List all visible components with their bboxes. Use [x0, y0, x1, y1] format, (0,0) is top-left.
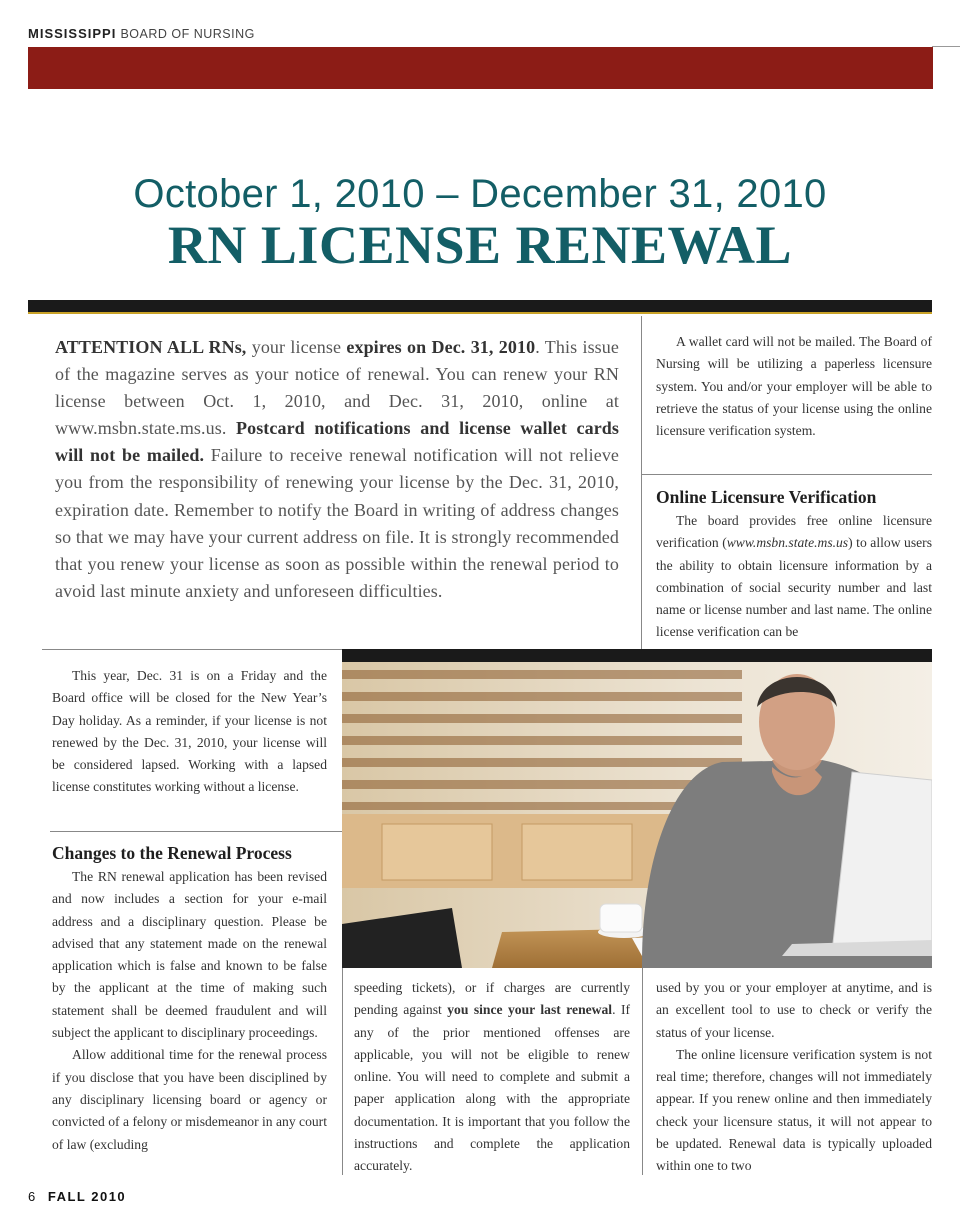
intro-notice: Postcard notifications and license wallet cards will not be mailed. — [55, 418, 620, 466]
middle-text-1: speeding tickets), or if charges are currently pending against — [354, 980, 630, 1018]
page-number: 6 — [28, 1189, 36, 1204]
verification-heading: Online Licensure Verification — [656, 487, 877, 507]
header-subtitle: BOARD OF NURSING — [120, 27, 255, 41]
verification-paragraph-cont: used by you or your employer at anytime, and is an excellent tool to use to check or verify the status of your license. — [656, 980, 932, 1040]
magazine-header — [28, 26, 255, 41]
header-brand: MISSISSIPPI — [28, 26, 117, 41]
title-divider-bar — [28, 300, 932, 314]
verification-section — [656, 484, 932, 644]
photo-top-bar — [342, 649, 932, 662]
verification-text-2: ) to allow users the ability to obtain licensure information by a combination of social security number and last name or license number and last name. The online license verification can be — [656, 535, 932, 640]
header-rule — [932, 46, 960, 47]
verification-paragraph — [656, 510, 932, 644]
verification-continued — [656, 977, 932, 1178]
middle-text-2: . If any of the prior mentioned offenses are applicable, you will not be eligible to renew online. You will need to complete and submit a paper application along with the appropriate documentation. It is important that you follow the instructions and complete the application accurately. — [354, 1002, 630, 1174]
column-rule — [642, 968, 643, 1175]
column-rule — [342, 968, 343, 1175]
verification-realtime-paragraph: The online licensure verification system is not real time; therefore, changes will not immediately appear. If you renew online and then immediately check your licensure status, it will not appear to be updated. Renewal data is typically uploaded within one to two — [656, 1046, 932, 1174]
page-title: RN LICENSE RENEWAL — [167, 215, 793, 275]
middle-emphasis: you since your last renewal — [447, 1002, 613, 1018]
changes-heading: Changes to the Renewal Process — [52, 843, 292, 863]
header-color-band — [28, 47, 933, 89]
middle-paragraph — [354, 977, 630, 1178]
intro-text-1: your license — [246, 337, 347, 357]
page-footer — [28, 1189, 126, 1204]
verification-url: www.msbn.state.ms.us — [726, 535, 849, 551]
renewal-changes-section — [52, 840, 327, 1156]
nurse-at-laptop-photo — [342, 662, 932, 968]
intro-bottom-rule — [42, 649, 342, 650]
issue-label: FALL 2010 — [47, 1189, 127, 1204]
wallet-card-paragraph: A wallet card will not be mailed. The Board of Nursing will be utilizing a paperless licensure system. You and/or your employer will be able to retrieve the status of your license using the online licensure verification system. — [656, 334, 932, 439]
intro-text-3: Failure to receive renewal notification will not relieve you from the responsibility of renewing your license by the Dec. 31, 2010, expiration date. Remember to notify the Board in writing of address changes so that we may have your current address on file. It is strongly recommended that you renew your license as soon as possible within the renewal period to avoid last minute anxiety and unforeseen difficulties. — [55, 445, 620, 601]
changes-paragraph-1: The RN renewal application has been revised and now includes a section for your e-mail address and a disciplinary question. Please be advised that any statement made on the renewal application which is false and known to be false by the applicant at the time of making such statement shall be deemed fraudulent and will subject the applicant to disciplinary proceedings. — [52, 869, 327, 1041]
holiday-paragraph: This year, Dec. 31 is on a Friday and the Board office will be closed for the New Year’s Day holiday. As a reminder, if your license is not renewed by the Dec. 31, 2010, your license will be considered lapsed. Working with a lapsed license constitutes working without a license. — [52, 668, 327, 795]
verification-text-1: The board provides free online licensure verification ( — [656, 513, 932, 551]
column-rule — [641, 316, 642, 649]
intro-paragraph — [55, 334, 619, 605]
renewal-date-range: October 1, 2010 – December 31, 2010 — [133, 172, 827, 216]
section-rule — [642, 474, 932, 475]
section-rule — [50, 831, 342, 832]
intro-lead: ATTENTION ALL RNs, — [55, 337, 247, 357]
photo-illustration — [342, 662, 932, 968]
changes-paragraph-2: Allow additional time for the renewal process if you disclose that you have been disciplined by any disciplinary licensing board or agency or convicted of a felony or misdemeanor in any court of law (excluding — [52, 1047, 327, 1152]
intro-text-2: . This issue of the magazine serves as your notice of renewal. You can renew your RN license between Oct. 1, 2010, and Dec. 31, 2010, online at www.msbn.state.ms.us. — [55, 337, 619, 439]
holiday-section — [52, 665, 327, 799]
intro-expiry: expires on Dec. 31, 2010 — [346, 337, 536, 357]
middle-column — [354, 977, 630, 1178]
wallet-card-section — [656, 331, 932, 442]
